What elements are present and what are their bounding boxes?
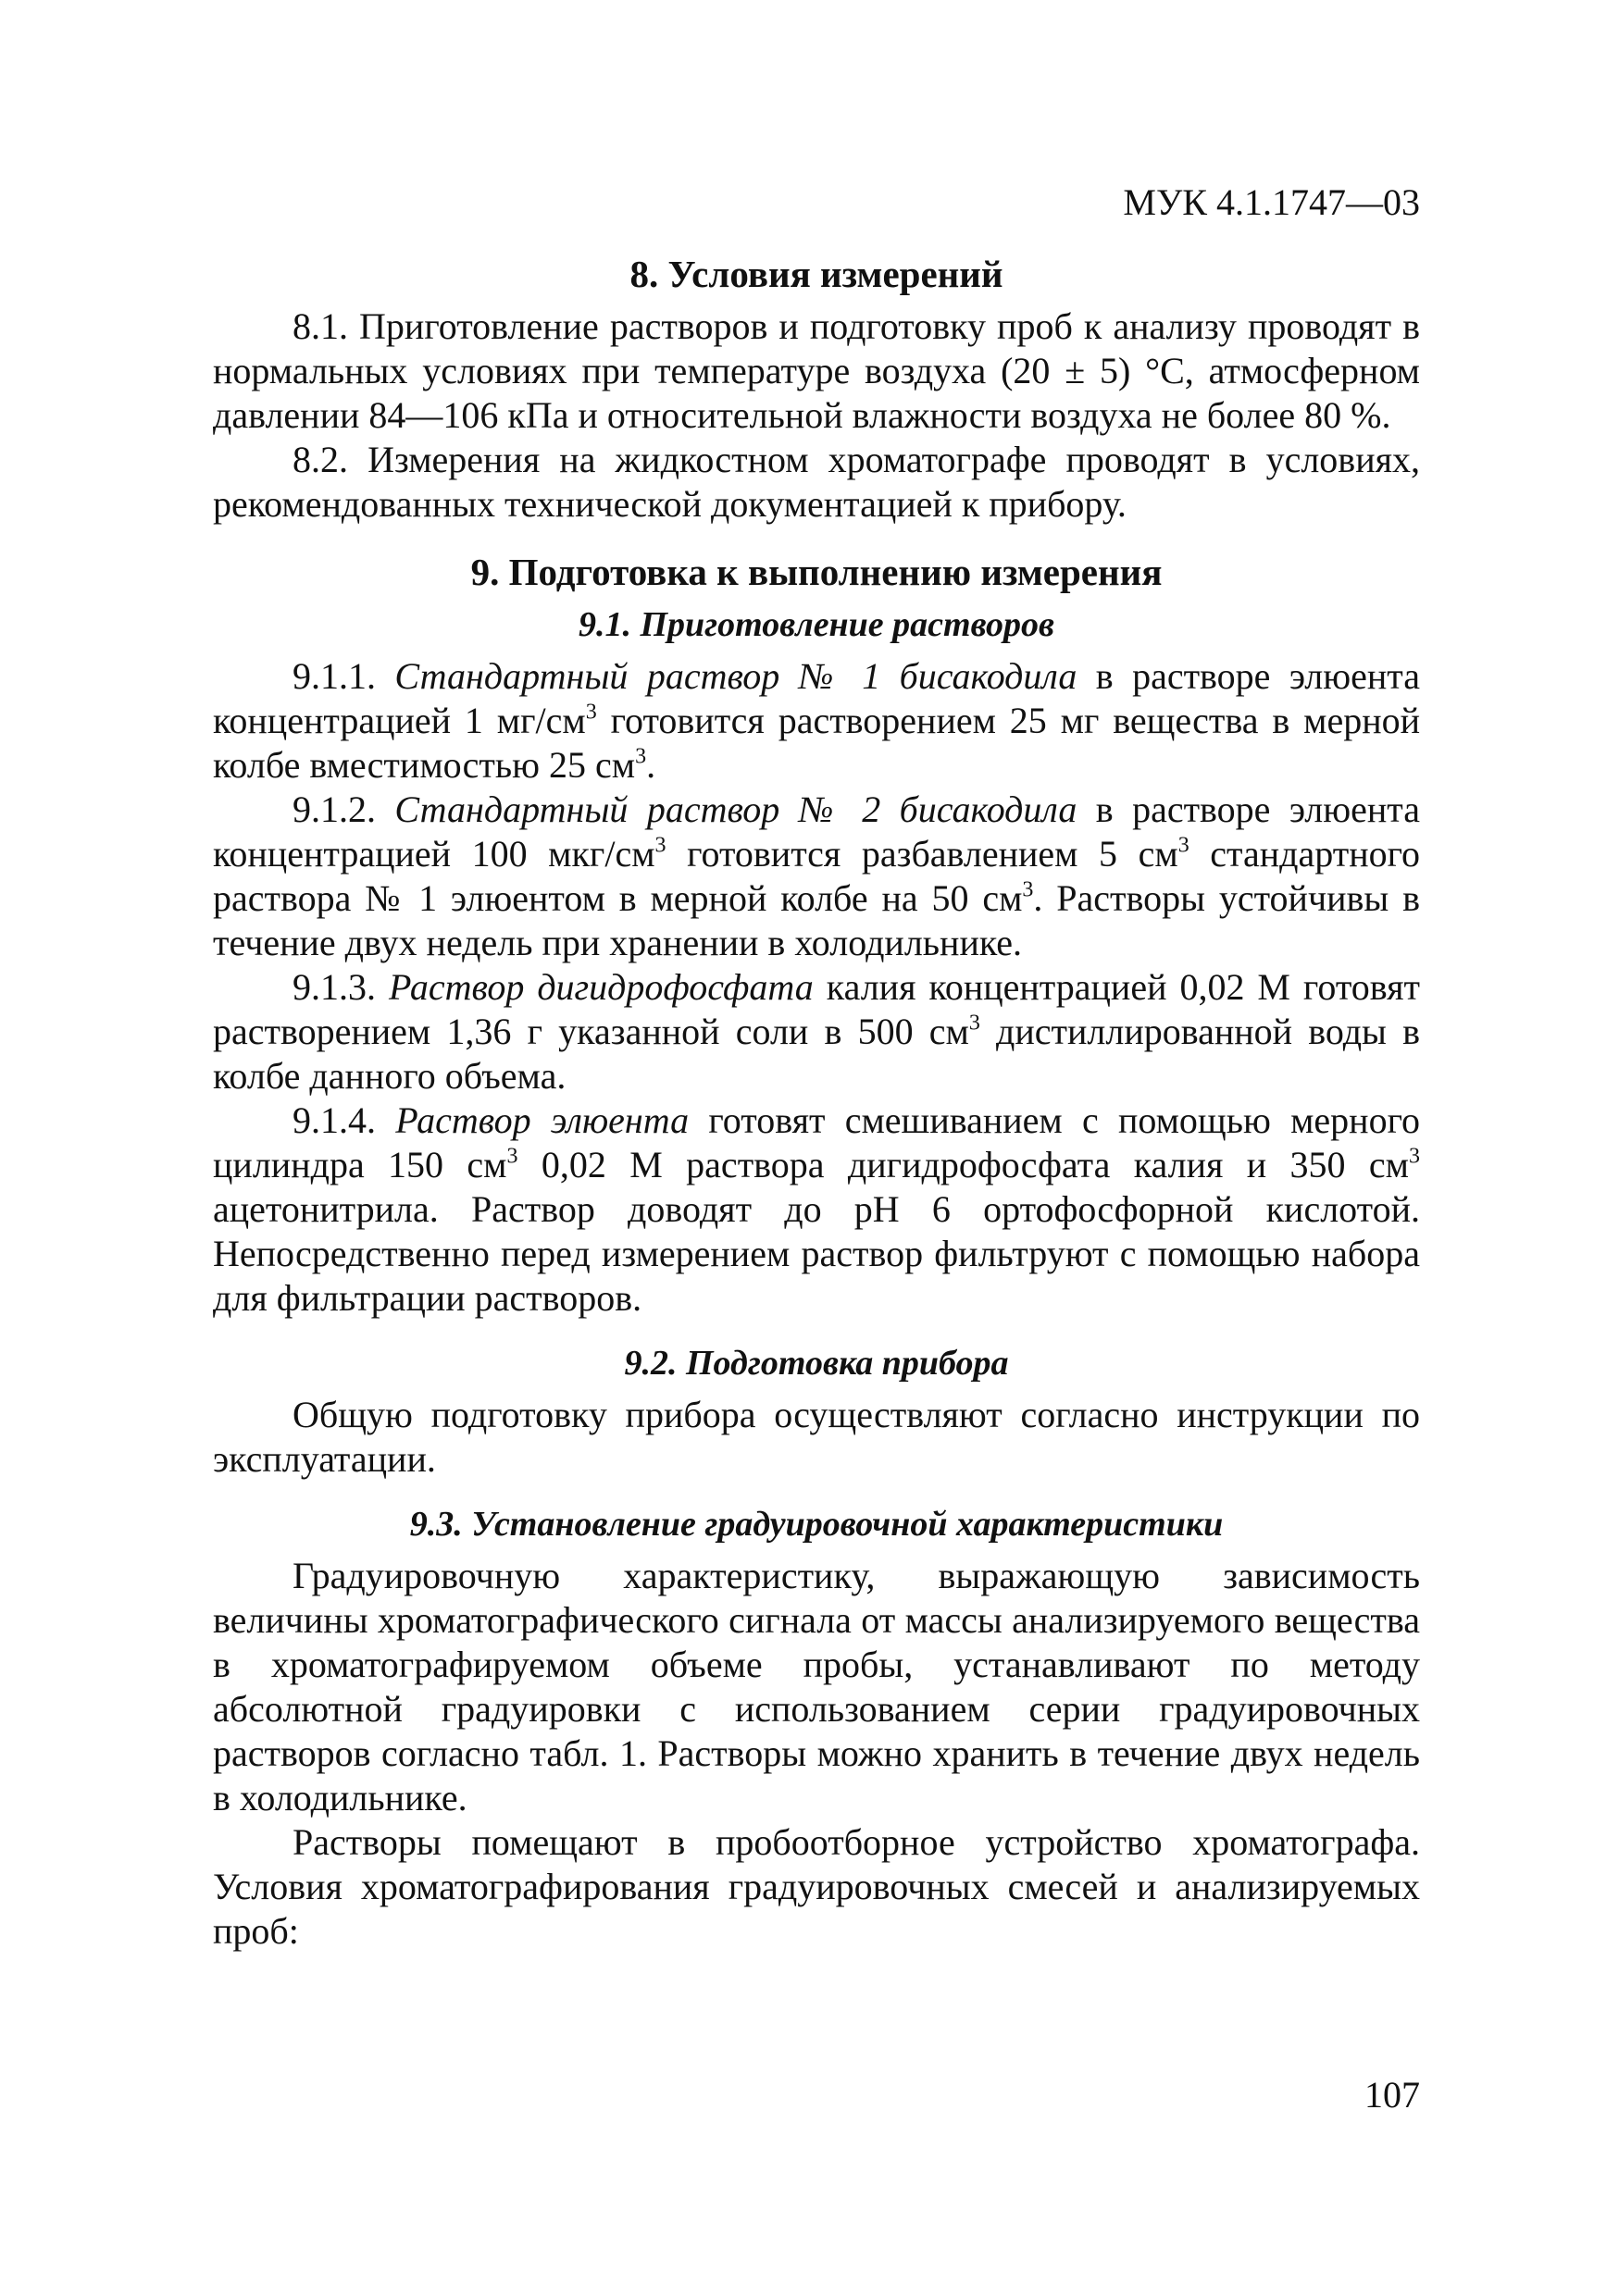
subsection-9-1-title: 9.1. Приготовление растворов	[578, 605, 1055, 644]
section-8-title: 8. Условия измерений	[629, 253, 1003, 295]
unit-exponent: 3	[1409, 1144, 1420, 1169]
solution-name: Стандартный раствор № 2 бисакодила	[394, 788, 1077, 830]
subsection-9-2-title: 9.2. Подготовка прибора	[624, 1344, 1009, 1383]
paragraph-number: 9.1.2.	[293, 788, 376, 830]
paragraph-number: 9.1.1.	[293, 655, 376, 697]
paragraph-9-1-3: 9.1.3. Раствор дигидрофосфата калия концентрацией 0,02 М готовят растворением 1,36 г указанной соли в 500 $см^3$ дистиллированной воды в колбе данного объема.	[213, 966, 1421, 1097]
unit-exponent: 3	[1177, 833, 1189, 858]
paragraph-8-2: 8.2. Измерения на жидкостном хроматографе проводят в условиях, рекомендованных технической документацией к прибору.	[213, 439, 1420, 525]
paragraph-9-1-1: 9.1.1. Стандартный раствор № 1 бисакодила в растворе элюента концентрацией 1 $мг/см^3$ готовится растворением 25 мг вещества в мерной колбе вместимостью 25 $см^3$.	[213, 655, 1421, 786]
solution-name: Стандартный раствор № 1 бисакодила	[394, 655, 1077, 697]
unit-exponent: 3	[635, 744, 647, 769]
paragraph-9-1-2: 9.1.2. Стандартный раствор № 2 бисакодила в растворе элюента концентрацией 100 мкг/$см^3$ готовится разбавлением 5 $см^3$ стандартного раствора № 1 элюентом в мерной колбе на 50 $см^3$. Растворы устойчивы в течение двух недель при хранении в холодильнике.	[213, 788, 1421, 963]
paragraph-9-3-a: Градуировочную характеристику, выражающую зависимость величины хроматографического сигнала от массы анализируемого вещества в хроматографируемом объеме пробы, устанавливают по методу абсолютной градуировки с использованием серии градуировочных растворов согласно табл. 1. Растворы можно хранить в течение двух недель в холодильнике.	[213, 1555, 1420, 1818]
paragraph-number: 9.1.3.	[293, 966, 376, 1008]
subsection-9-3-title: 9.3. Установление градуировочной характеристики	[409, 1505, 1224, 1544]
paragraph-9-3-b: Растворы помещают в пробоотборное устройство хроматографа. Условия хроматографирования градуировочных смесей и анализируемых проб:	[213, 1821, 1420, 1952]
unit-exponent: 3	[506, 1144, 518, 1169]
paragraph-number: 9.1.4.	[293, 1099, 376, 1141]
page-number: 107	[1364, 2074, 1420, 2116]
solution-name: Раствор элюента	[395, 1099, 690, 1141]
unit-exponent: 3	[968, 1011, 980, 1036]
paragraph-9-2: Общую подготовку прибора осуществляют согласно инструкции по эксплуатации.	[213, 1394, 1420, 1480]
solution-name: Раствор дигидрофосфата	[388, 966, 814, 1008]
document-page	[213, 180, 1420, 1954]
paragraph-9-1-4: 9.1.4. Раствор элюента готовят смешиванием с помощью мерного цилиндра 150 $см^3$ 0,02 М раствора дигидрофосфата калия и 350 $см^3$ ацетонитрила. Раствор доводят до pH 6 ортофосфорной кислотой. Непосредственно перед измерением раствор фильтруют с помощью набора для фильтрации растворов.	[213, 1099, 1420, 1319]
unit-exponent: 3	[654, 833, 666, 858]
document-code: МУК 4.1.1747—03	[1123, 181, 1420, 223]
unit-exponent: 3	[1022, 877, 1034, 902]
paragraph-8-1: 8.1. Приготовление растворов и подготовку проб к анализу проводят в нормальных условиях при температуре воздуха (20 ± 5) °С, атмосферном давлении 84—106 кПа и относительной влажности воздуха не более 80 %.	[213, 305, 1420, 436]
section-9-title: 9. Подготовка к выполнению измерения	[470, 551, 1163, 593]
unit-exponent: 3	[585, 700, 597, 725]
